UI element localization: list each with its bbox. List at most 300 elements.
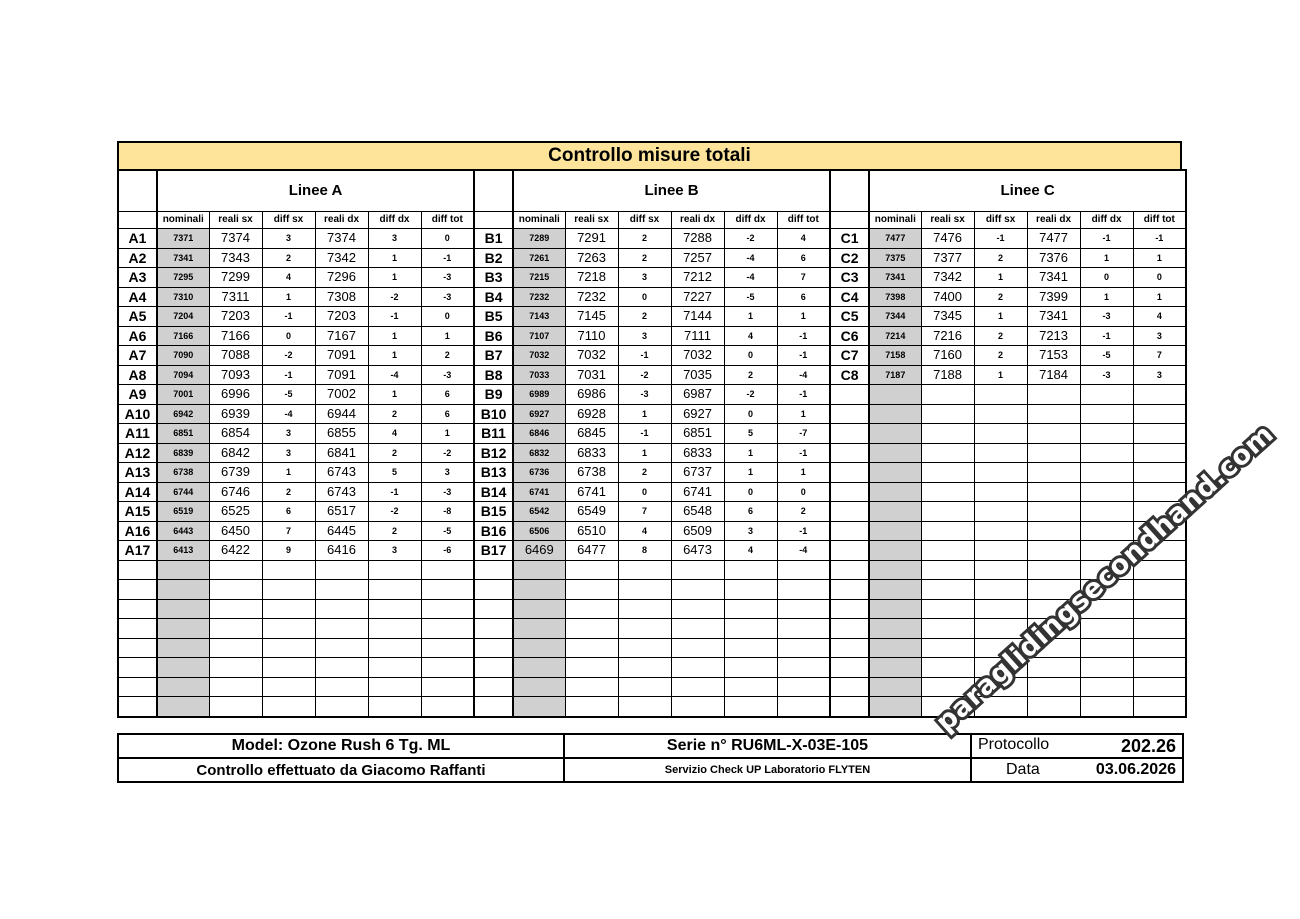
nominal-cell: [869, 697, 921, 717]
line-label: B6: [474, 326, 513, 346]
nominal-cell: [869, 443, 921, 463]
real-dx-cell: [1027, 482, 1080, 502]
diff-dx-cell: 2: [724, 365, 777, 385]
real-dx-cell: 7477: [1027, 229, 1080, 249]
diff-dx-cell: -4: [724, 268, 777, 288]
diff-sx-cell: [262, 697, 315, 717]
real-sx-cell: [565, 658, 618, 678]
nominal-cell: [869, 482, 921, 502]
real-dx-cell: [315, 619, 368, 639]
real-sx-cell: 7093: [209, 365, 262, 385]
nominal-cell: 7232: [513, 287, 565, 307]
nominal-cell: 7477: [869, 229, 921, 249]
nominal-cell: 6989: [513, 385, 565, 405]
real-dx-cell: 6987: [671, 385, 724, 405]
nominal-cell: 6469: [513, 541, 565, 561]
column-corner-cell: [474, 212, 513, 229]
real-dx-cell: [315, 638, 368, 658]
real-dx-cell: [1027, 521, 1080, 541]
diff-sx-cell: [974, 482, 1027, 502]
diff-tot-cell: 2: [421, 346, 474, 366]
diff-dx-cell: 0: [1080, 268, 1133, 288]
line-label: A17: [118, 541, 157, 561]
diff-dx-cell: 1: [368, 385, 421, 405]
real-dx-cell: 7002: [315, 385, 368, 405]
nominal-cell: 7143: [513, 307, 565, 327]
nominal-cell: [869, 560, 921, 580]
line-label: A3: [118, 268, 157, 288]
diff-dx-cell: [1080, 443, 1133, 463]
diff-sx-cell: 2: [618, 229, 671, 249]
nominal-cell: 7214: [869, 326, 921, 346]
real-dx-cell: 6517: [315, 502, 368, 522]
diff-tot-cell: [1133, 424, 1186, 444]
real-dx-cell: 7399: [1027, 287, 1080, 307]
line-label: [474, 677, 513, 697]
real-dx-cell: 7341: [1027, 307, 1080, 327]
real-sx-cell: [921, 619, 974, 639]
date-label: Data: [1006, 761, 1040, 778]
date-cell: [971, 758, 1183, 782]
diff-sx-cell: 3: [618, 268, 671, 288]
footer-info: [117, 733, 1184, 783]
diff-sx-cell: -5: [262, 385, 315, 405]
group-corner-cell: [118, 170, 157, 212]
real-sx-cell: [921, 658, 974, 678]
real-dx-cell: [315, 560, 368, 580]
real-dx-cell: 7374: [315, 229, 368, 249]
diff-dx-cell: -1: [368, 307, 421, 327]
real-dx-cell: [671, 599, 724, 619]
diff-sx-cell: [974, 599, 1027, 619]
line-label: C7: [830, 346, 869, 366]
real-dx-cell: 6833: [671, 443, 724, 463]
table-row: [118, 541, 1186, 561]
diff-tot-cell: 3: [1133, 326, 1186, 346]
column-header: diff sx: [618, 212, 671, 229]
real-dx-cell: [315, 580, 368, 600]
real-dx-cell: 6944: [315, 404, 368, 424]
real-dx-cell: 6841: [315, 443, 368, 463]
real-sx-cell: [565, 599, 618, 619]
real-sx-cell: [209, 580, 262, 600]
diff-dx-cell: 5: [724, 424, 777, 444]
line-label: B2: [474, 248, 513, 268]
diff-dx-cell: [368, 697, 421, 717]
table-row: [118, 443, 1186, 463]
diff-dx-cell: [1080, 658, 1133, 678]
diff-sx-cell: [974, 404, 1027, 424]
diff-tot-cell: [777, 619, 830, 639]
real-sx-cell: 7216: [921, 326, 974, 346]
line-label: [474, 697, 513, 717]
diff-dx-cell: 0: [724, 404, 777, 424]
nominal-cell: 7289: [513, 229, 565, 249]
nominal-cell: 6839: [157, 443, 209, 463]
diff-tot-cell: [1133, 638, 1186, 658]
diff-dx-cell: [1080, 677, 1133, 697]
diff-sx-cell: [974, 424, 1027, 444]
real-dx-cell: 6445: [315, 521, 368, 541]
real-sx-cell: [565, 697, 618, 717]
diff-sx-cell: 2: [618, 463, 671, 483]
diff-tot-cell: -3: [421, 482, 474, 502]
nominal-cell: [869, 404, 921, 424]
diff-sx-cell: 2: [974, 248, 1027, 268]
diff-sx-cell: [262, 619, 315, 639]
diff-tot-cell: -1: [421, 248, 474, 268]
line-label: B15: [474, 502, 513, 522]
diff-dx-cell: 6: [724, 502, 777, 522]
diff-dx-cell: 0: [724, 346, 777, 366]
nominal-cell: 6542: [513, 502, 565, 522]
diff-dx-cell: -2: [368, 502, 421, 522]
service-line: Servizio Check UP Laboratorio FLYTEN: [564, 758, 971, 782]
nominal-cell: [157, 677, 209, 697]
real-sx-cell: [209, 619, 262, 639]
column-header: diff sx: [974, 212, 1027, 229]
line-label: C6: [830, 326, 869, 346]
diff-sx-cell: [262, 560, 315, 580]
line-label: [830, 580, 869, 600]
real-dx-cell: [1027, 404, 1080, 424]
column-header: nominali: [157, 212, 209, 229]
line-label: A14: [118, 482, 157, 502]
diff-tot-cell: 6: [421, 385, 474, 405]
nominal-cell: 6413: [157, 541, 209, 561]
nominal-cell: [513, 677, 565, 697]
diff-tot-cell: 4: [777, 229, 830, 249]
diff-tot-cell: 6: [421, 404, 474, 424]
real-dx-cell: [671, 658, 724, 678]
nominal-cell: 7344: [869, 307, 921, 327]
real-sx-cell: [565, 677, 618, 697]
real-dx-cell: 6416: [315, 541, 368, 561]
diff-tot-cell: -1: [777, 521, 830, 541]
real-dx-cell: [671, 560, 724, 580]
nominal-cell: 7310: [157, 287, 209, 307]
diff-dx-cell: 0: [724, 482, 777, 502]
real-sx-cell: [209, 638, 262, 658]
real-sx-cell: 6738: [565, 463, 618, 483]
diff-sx-cell: 4: [262, 268, 315, 288]
diff-tot-cell: [777, 658, 830, 678]
nominal-cell: 6942: [157, 404, 209, 424]
real-sx-cell: 6842: [209, 443, 262, 463]
line-label: [474, 619, 513, 639]
diff-sx-cell: -1: [618, 424, 671, 444]
nominal-cell: [157, 658, 209, 678]
line-label: [118, 560, 157, 580]
line-label: A6: [118, 326, 157, 346]
line-label: [118, 677, 157, 697]
diff-tot-cell: [1133, 385, 1186, 405]
nominal-cell: 6506: [513, 521, 565, 541]
diff-dx-cell: [1080, 482, 1133, 502]
real-sx-cell: [565, 638, 618, 658]
real-sx-cell: 6422: [209, 541, 262, 561]
diff-dx-cell: -1: [1080, 229, 1133, 249]
real-dx-cell: 6509: [671, 521, 724, 541]
table-row: [118, 424, 1186, 444]
diff-sx-cell: [618, 658, 671, 678]
real-sx-cell: [209, 560, 262, 580]
table-row: [118, 521, 1186, 541]
real-dx-cell: 6743: [315, 463, 368, 483]
line-label: B14: [474, 482, 513, 502]
line-label: A11: [118, 424, 157, 444]
column-corner-cell: [118, 212, 157, 229]
real-sx-cell: [209, 697, 262, 717]
nominal-cell: 7398: [869, 287, 921, 307]
line-label: [118, 697, 157, 717]
diff-tot-cell: -7: [777, 424, 830, 444]
line-label: A9: [118, 385, 157, 405]
column-header: diff tot: [421, 212, 474, 229]
column-header: reali sx: [565, 212, 618, 229]
column-header: reali dx: [315, 212, 368, 229]
real-sx-cell: 7476: [921, 229, 974, 249]
diff-dx-cell: 1: [1080, 287, 1133, 307]
real-sx-cell: 7342: [921, 268, 974, 288]
line-label: [118, 580, 157, 600]
real-sx-cell: [921, 424, 974, 444]
nominal-cell: [157, 580, 209, 600]
column-header: diff dx: [368, 212, 421, 229]
diff-dx-cell: [368, 658, 421, 678]
nominal-cell: 7215: [513, 268, 565, 288]
diff-sx-cell: 0: [618, 482, 671, 502]
line-label: B10: [474, 404, 513, 424]
real-sx-cell: 7377: [921, 248, 974, 268]
diff-dx-cell: [724, 619, 777, 639]
nominal-cell: 7261: [513, 248, 565, 268]
line-label: [830, 638, 869, 658]
diff-tot-cell: [1133, 443, 1186, 463]
nominal-cell: 7001: [157, 385, 209, 405]
nominal-cell: 6443: [157, 521, 209, 541]
diff-tot-cell: 0: [777, 482, 830, 502]
real-sx-cell: 7232: [565, 287, 618, 307]
real-sx-cell: 6450: [209, 521, 262, 541]
line-label: [474, 599, 513, 619]
nominal-cell: [869, 541, 921, 561]
line-label: C1: [830, 229, 869, 249]
nominal-cell: 7204: [157, 307, 209, 327]
real-dx-cell: 7111: [671, 326, 724, 346]
nominal-cell: 6519: [157, 502, 209, 522]
diff-sx-cell: -3: [618, 385, 671, 405]
diff-tot-cell: 1: [1133, 287, 1186, 307]
real-dx-cell: 6743: [315, 482, 368, 502]
real-sx-cell: [921, 560, 974, 580]
diff-sx-cell: [618, 580, 671, 600]
line-label: [830, 658, 869, 678]
diff-dx-cell: 3: [368, 229, 421, 249]
diff-tot-cell: [421, 560, 474, 580]
diff-sx-cell: -1: [262, 307, 315, 327]
nominal-cell: [157, 599, 209, 619]
protocol-label: Protocollo: [978, 735, 1050, 753]
diff-dx-cell: 1: [1080, 248, 1133, 268]
diff-tot-cell: -8: [421, 502, 474, 522]
line-label: A15: [118, 502, 157, 522]
diff-tot-cell: [1133, 580, 1186, 600]
line-label: A7: [118, 346, 157, 366]
nominal-cell: [513, 580, 565, 600]
diff-sx-cell: [262, 580, 315, 600]
real-sx-cell: [565, 619, 618, 639]
diff-tot-cell: -6: [421, 541, 474, 561]
real-sx-cell: 6996: [209, 385, 262, 405]
diff-dx-cell: -2: [368, 287, 421, 307]
diff-tot-cell: [421, 619, 474, 639]
diff-dx-cell: 1: [368, 326, 421, 346]
diff-sx-cell: [618, 677, 671, 697]
column-header: reali sx: [209, 212, 262, 229]
diff-tot-cell: 7: [777, 268, 830, 288]
nominal-cell: [157, 638, 209, 658]
diff-sx-cell: 4: [618, 521, 671, 541]
real-dx-cell: 6548: [671, 502, 724, 522]
line-label: [118, 619, 157, 639]
diff-dx-cell: [368, 619, 421, 639]
diff-sx-cell: 0: [618, 287, 671, 307]
line-label: [830, 619, 869, 639]
real-dx-cell: [1027, 385, 1080, 405]
nominal-cell: [513, 560, 565, 580]
real-dx-cell: [671, 619, 724, 639]
diff-tot-cell: [1133, 599, 1186, 619]
nominal-cell: [869, 677, 921, 697]
diff-tot-cell: 1: [421, 424, 474, 444]
diff-dx-cell: -1: [1080, 326, 1133, 346]
line-label: C4: [830, 287, 869, 307]
nominal-cell: [513, 697, 565, 717]
line-label: [830, 385, 869, 405]
date-value: 03.06.2026: [1095, 761, 1176, 778]
real-dx-cell: 6741: [671, 482, 724, 502]
diff-tot-cell: [1133, 658, 1186, 678]
diff-dx-cell: 1: [368, 248, 421, 268]
diff-sx-cell: 7: [262, 521, 315, 541]
diff-sx-cell: 2: [262, 248, 315, 268]
table-row: [118, 404, 1186, 424]
real-dx-cell: 7212: [671, 268, 724, 288]
real-sx-cell: [921, 638, 974, 658]
diff-dx-cell: -4: [724, 248, 777, 268]
diff-sx-cell: 2: [974, 287, 1027, 307]
nominal-cell: 7187: [869, 365, 921, 385]
nominal-cell: 6744: [157, 482, 209, 502]
nominal-cell: [869, 463, 921, 483]
diff-tot-cell: [777, 677, 830, 697]
diff-dx-cell: [368, 599, 421, 619]
diff-tot-cell: 0: [421, 307, 474, 327]
real-dx-cell: 7091: [315, 365, 368, 385]
real-sx-cell: [565, 580, 618, 600]
model-name: Model: Ozone Rush 6 Tg. ML: [118, 734, 564, 758]
group-title: Linee B: [513, 170, 830, 212]
nominal-cell: 6736: [513, 463, 565, 483]
diff-dx-cell: [724, 697, 777, 717]
nominal-cell: 7375: [869, 248, 921, 268]
diff-dx-cell: [1080, 619, 1133, 639]
real-sx-cell: [565, 560, 618, 580]
diff-sx-cell: [974, 541, 1027, 561]
line-label: [830, 463, 869, 483]
line-label: [830, 521, 869, 541]
nominal-cell: 7094: [157, 365, 209, 385]
diff-sx-cell: [618, 697, 671, 717]
diff-dx-cell: [368, 677, 421, 697]
real-sx-cell: 7291: [565, 229, 618, 249]
diff-tot-cell: 1: [777, 463, 830, 483]
real-dx-cell: [1027, 697, 1080, 717]
diff-tot-cell: 1: [777, 307, 830, 327]
line-label: B9: [474, 385, 513, 405]
real-dx-cell: [1027, 443, 1080, 463]
line-label: A10: [118, 404, 157, 424]
nominal-cell: 7033: [513, 365, 565, 385]
real-dx-cell: 7341: [1027, 268, 1080, 288]
diff-sx-cell: 1: [974, 268, 1027, 288]
real-dx-cell: 7257: [671, 248, 724, 268]
real-dx-cell: [315, 697, 368, 717]
real-sx-cell: [209, 599, 262, 619]
diff-tot-cell: 1: [421, 326, 474, 346]
line-label: B17: [474, 541, 513, 561]
diff-dx-cell: -5: [724, 287, 777, 307]
nominal-cell: 6832: [513, 443, 565, 463]
serial-number: Serie n° RU6ML-X-03E-105: [564, 734, 971, 758]
diff-tot-cell: -5: [421, 521, 474, 541]
diff-tot-cell: [777, 580, 830, 600]
nominal-cell: 7107: [513, 326, 565, 346]
diff-tot-cell: -2: [421, 443, 474, 463]
diff-dx-cell: 4: [724, 541, 777, 561]
real-dx-cell: 7213: [1027, 326, 1080, 346]
diff-tot-cell: 1: [1133, 248, 1186, 268]
nominal-cell: [869, 385, 921, 405]
diff-tot-cell: 6: [777, 287, 830, 307]
diff-sx-cell: -1: [262, 365, 315, 385]
column-header: diff tot: [777, 212, 830, 229]
diff-tot-cell: [421, 697, 474, 717]
real-dx-cell: 6855: [315, 424, 368, 444]
real-sx-cell: 6746: [209, 482, 262, 502]
line-label: [830, 443, 869, 463]
nominal-cell: [513, 658, 565, 678]
line-label: A12: [118, 443, 157, 463]
real-dx-cell: 7184: [1027, 365, 1080, 385]
diff-tot-cell: 0: [1133, 268, 1186, 288]
line-label: [118, 599, 157, 619]
diff-tot-cell: [1133, 677, 1186, 697]
diff-tot-cell: -1: [777, 346, 830, 366]
diff-tot-cell: [421, 599, 474, 619]
diff-dx-cell: 3: [368, 541, 421, 561]
diff-sx-cell: -1: [618, 346, 671, 366]
line-label: B11: [474, 424, 513, 444]
line-label: [830, 404, 869, 424]
real-dx-cell: [1027, 463, 1080, 483]
diff-dx-cell: 2: [368, 443, 421, 463]
table-row: [118, 268, 1186, 288]
diff-tot-cell: [421, 677, 474, 697]
real-sx-cell: 6739: [209, 463, 262, 483]
line-label: A8: [118, 365, 157, 385]
